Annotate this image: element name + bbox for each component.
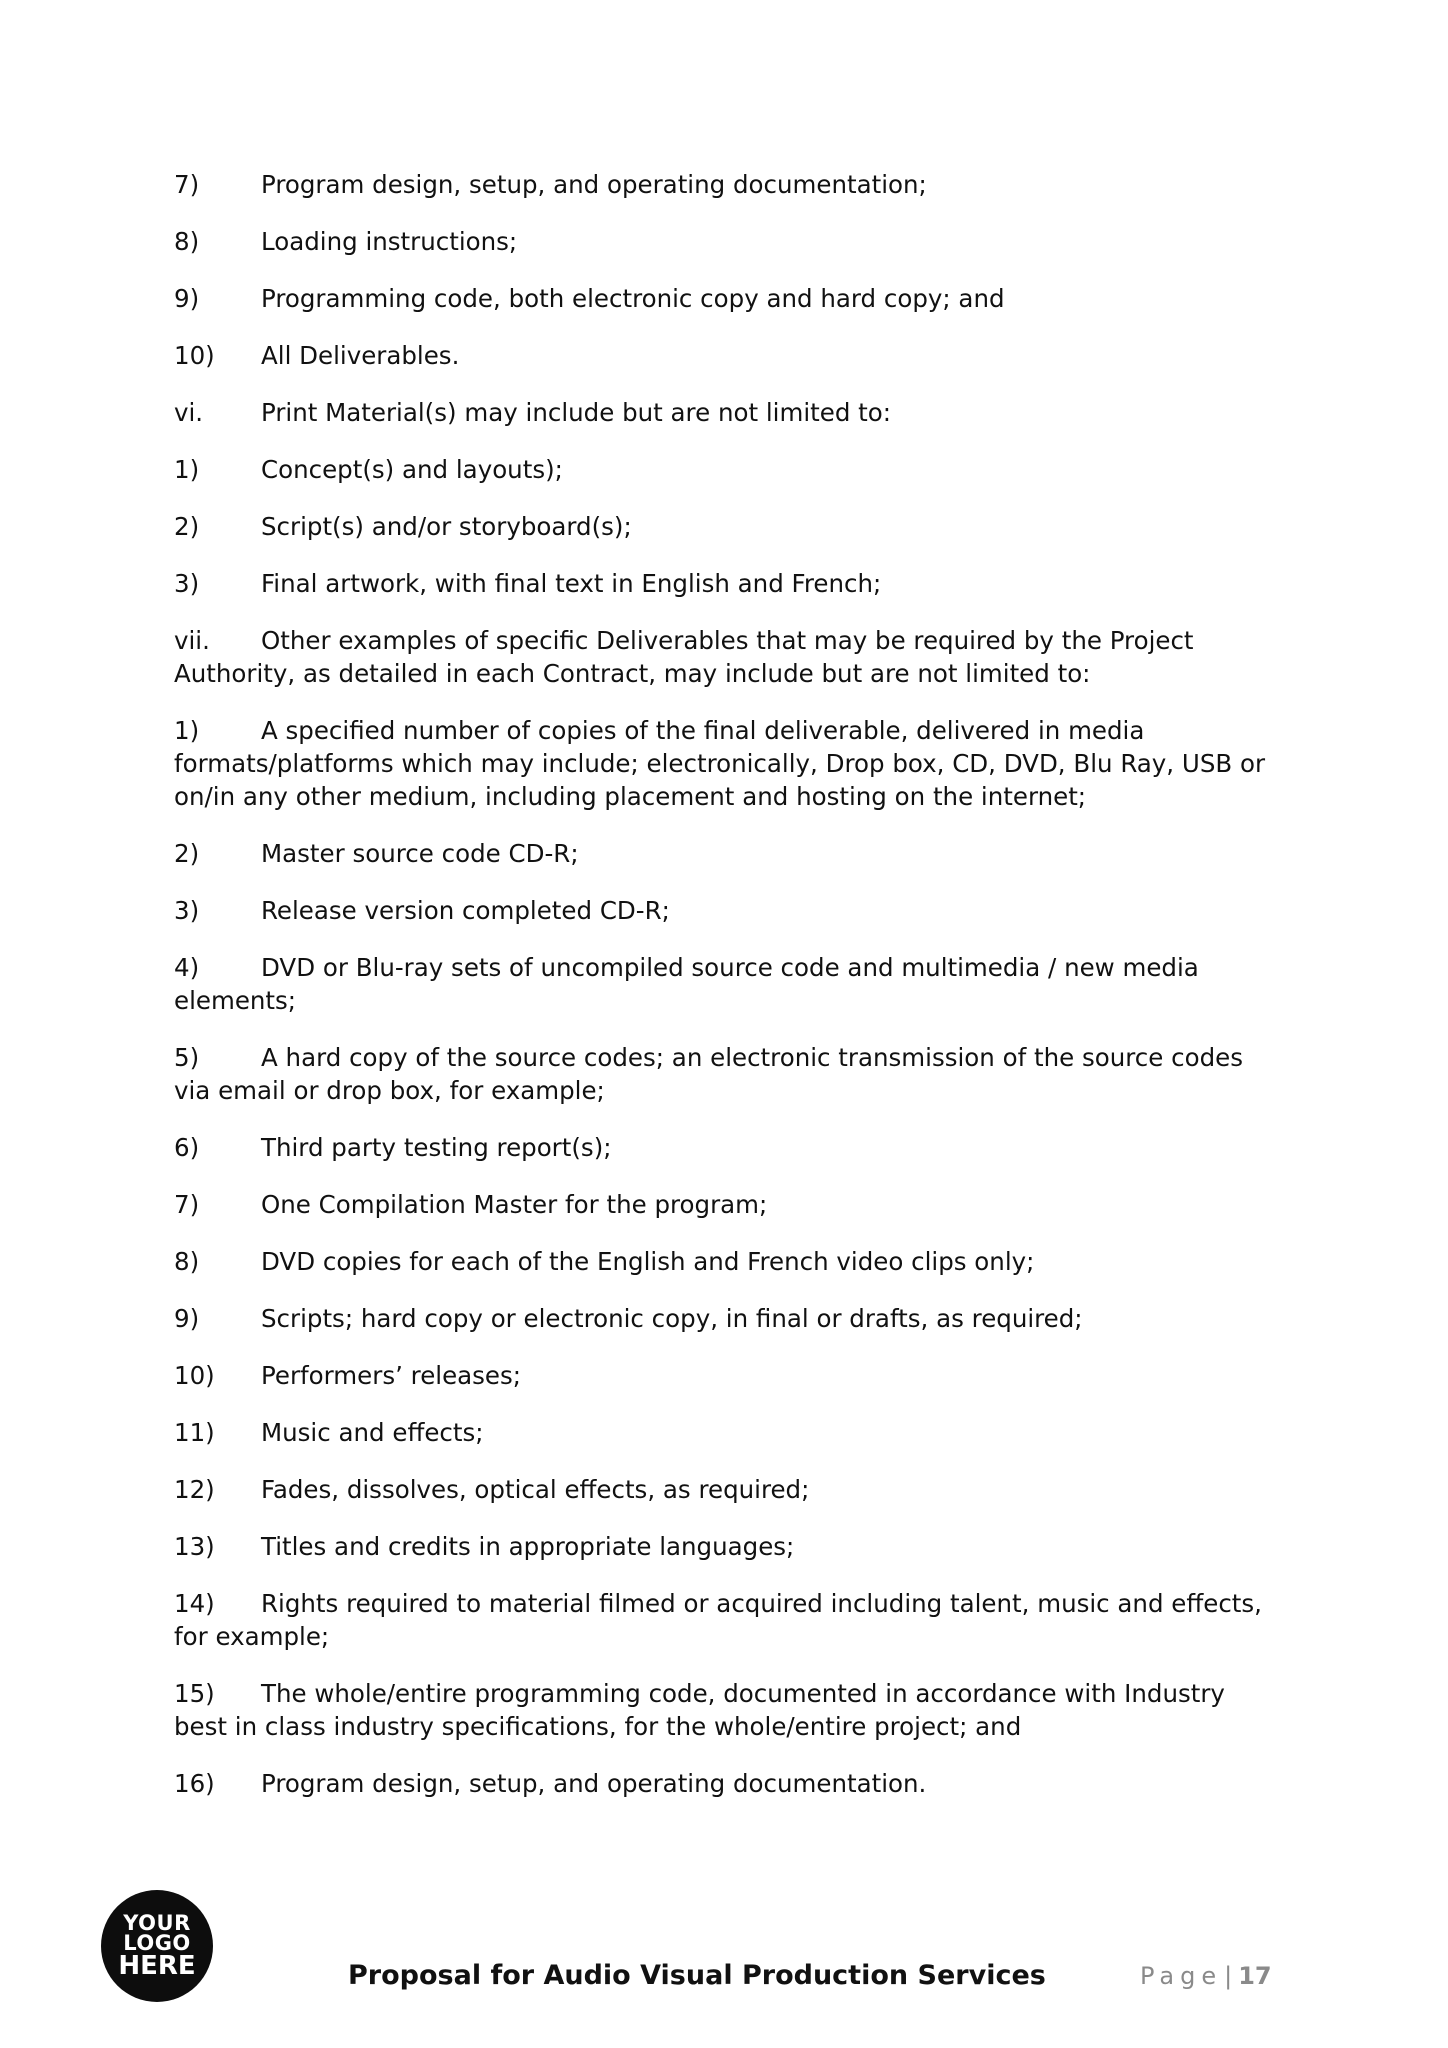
list-item-text: Concept(s) and layouts); [261,455,563,484]
list-item-number: 9) [174,284,200,313]
list-item-text: A hard copy of the source codes; an electronic transmission of the source codes via email or drop box, for example; [174,1043,1243,1105]
list-item [174,1587,1284,1653]
list-item-text: Program design, setup, and operating documentation. [261,1769,927,1798]
list-item-number: 7) [174,170,200,199]
list-item-text: Performers’ releases; [261,1361,522,1390]
list-item [174,1131,1284,1164]
list-item [174,1767,1284,1800]
page-separator: | [1224,1962,1233,1990]
list-item-number: 9) [174,1304,200,1333]
list-item [174,624,1284,690]
list-item [174,396,1284,429]
list-item-text: Print Material(s) may include but are not limited to: [261,398,892,427]
list-item [174,837,1284,870]
list-item [174,894,1284,927]
list-item-number: 7) [174,1190,200,1219]
list-item-text: Titles and credits in appropriate languages; [261,1532,795,1561]
list-item-text: DVD copies for each of the English and French video clips only; [261,1247,1035,1276]
list-item [174,453,1284,486]
page-number: 17 [1238,1962,1272,1990]
company-logo [101,1890,213,2002]
list-item-number: 3) [174,896,200,925]
list-item-text: Other examples of specific Deliverables that may be required by the Project Authority, as detailed in each Contract, may include but are not limited to: [174,626,1194,688]
list-item [174,1416,1284,1449]
list-item-text: One Compilation Master for the program; [261,1190,768,1219]
list-item [174,1473,1284,1506]
list-item-number: 16) [174,1769,215,1798]
list-item-text: The whole/entire programming code, documented in accordance with Industry best in class industry specifications, for the whole/entire project; and [174,1679,1225,1741]
list-item [174,1245,1284,1278]
list-item-text: Rights required to material filmed or acquired including talent, music and effects, for example; [174,1589,1262,1651]
list-item-number: 5) [174,1043,200,1072]
list-item [174,510,1284,543]
list-item-text: Third party testing report(s); [261,1133,612,1162]
list-item-number: vi. [174,398,204,427]
list-item-number: 4) [174,953,200,982]
list-item [174,714,1284,813]
list-item-text: Script(s) and/or storyboard(s); [261,512,632,541]
page-number-label [1140,1962,1272,1990]
page-word: Page [1140,1962,1223,1990]
list-item [174,168,1284,201]
list-item [174,951,1284,1017]
footer-document-title: Proposal for Audio Visual Production Services [348,1960,1046,1991]
logo-text-line1: YOUR [123,1911,191,1935]
list-item-text: Loading instructions; [261,227,518,256]
list-item-number: 11) [174,1418,215,1447]
list-item-number: 3) [174,569,200,598]
list-item [174,1530,1284,1563]
list-item-text: Programming code, both electronic copy and hard copy; and [261,284,1005,313]
list-item-text: Music and effects; [261,1418,484,1447]
list-item-number: 10) [174,341,215,370]
list-item-text: DVD or Blu-ray sets of uncompiled source code and multimedia / new media elements; [174,953,1199,1015]
list-item-number: 1) [174,716,200,745]
logo-text-line3: HERE [118,1951,196,1981]
list-item [174,1188,1284,1221]
list-item-number: 15) [174,1679,215,1708]
list-item-number: 10) [174,1361,215,1390]
list-item [174,1677,1284,1743]
list-item-text: Release version completed CD-R; [261,896,670,925]
list-item [174,282,1284,315]
list-item-text: Final artwork, with final text in English and French; [261,569,882,598]
list-item-text: Scripts; hard copy or electronic copy, in final or drafts, as required; [261,1304,1083,1333]
list-item [174,1359,1284,1392]
list-item-text: Master source code CD-R; [261,839,579,868]
list-item-number: 1) [174,455,200,484]
list-item [174,1041,1284,1107]
list-item [174,1302,1284,1335]
list-item-text: Fades, dissolves, optical effects, as required; [261,1475,810,1504]
document-body [174,168,1284,1824]
list-item [174,339,1284,372]
list-item-number: 13) [174,1532,215,1561]
list-item-number: 8) [174,1247,200,1276]
list-item-number: 2) [174,839,200,868]
list-item-number: vii. [174,626,210,655]
list-item [174,225,1284,258]
list-item-number: 14) [174,1589,215,1618]
list-item-number: 6) [174,1133,200,1162]
logo-text-line2: LOGO [123,1931,191,1955]
list-item-text: All Deliverables. [261,341,460,370]
list-item-number: 2) [174,512,200,541]
list-item-text: Program design, setup, and operating documentation; [261,170,927,199]
list-item-number: 12) [174,1475,215,1504]
list-item-text: A specified number of copies of the final deliverable, delivered in media formats/platforms which may include; electronically, Drop box, CD, DVD, Blu Ray, USB or on/in any other medium, including placement and hosting on the internet; [174,716,1266,811]
list-item [174,567,1284,600]
list-item-number: 8) [174,227,200,256]
